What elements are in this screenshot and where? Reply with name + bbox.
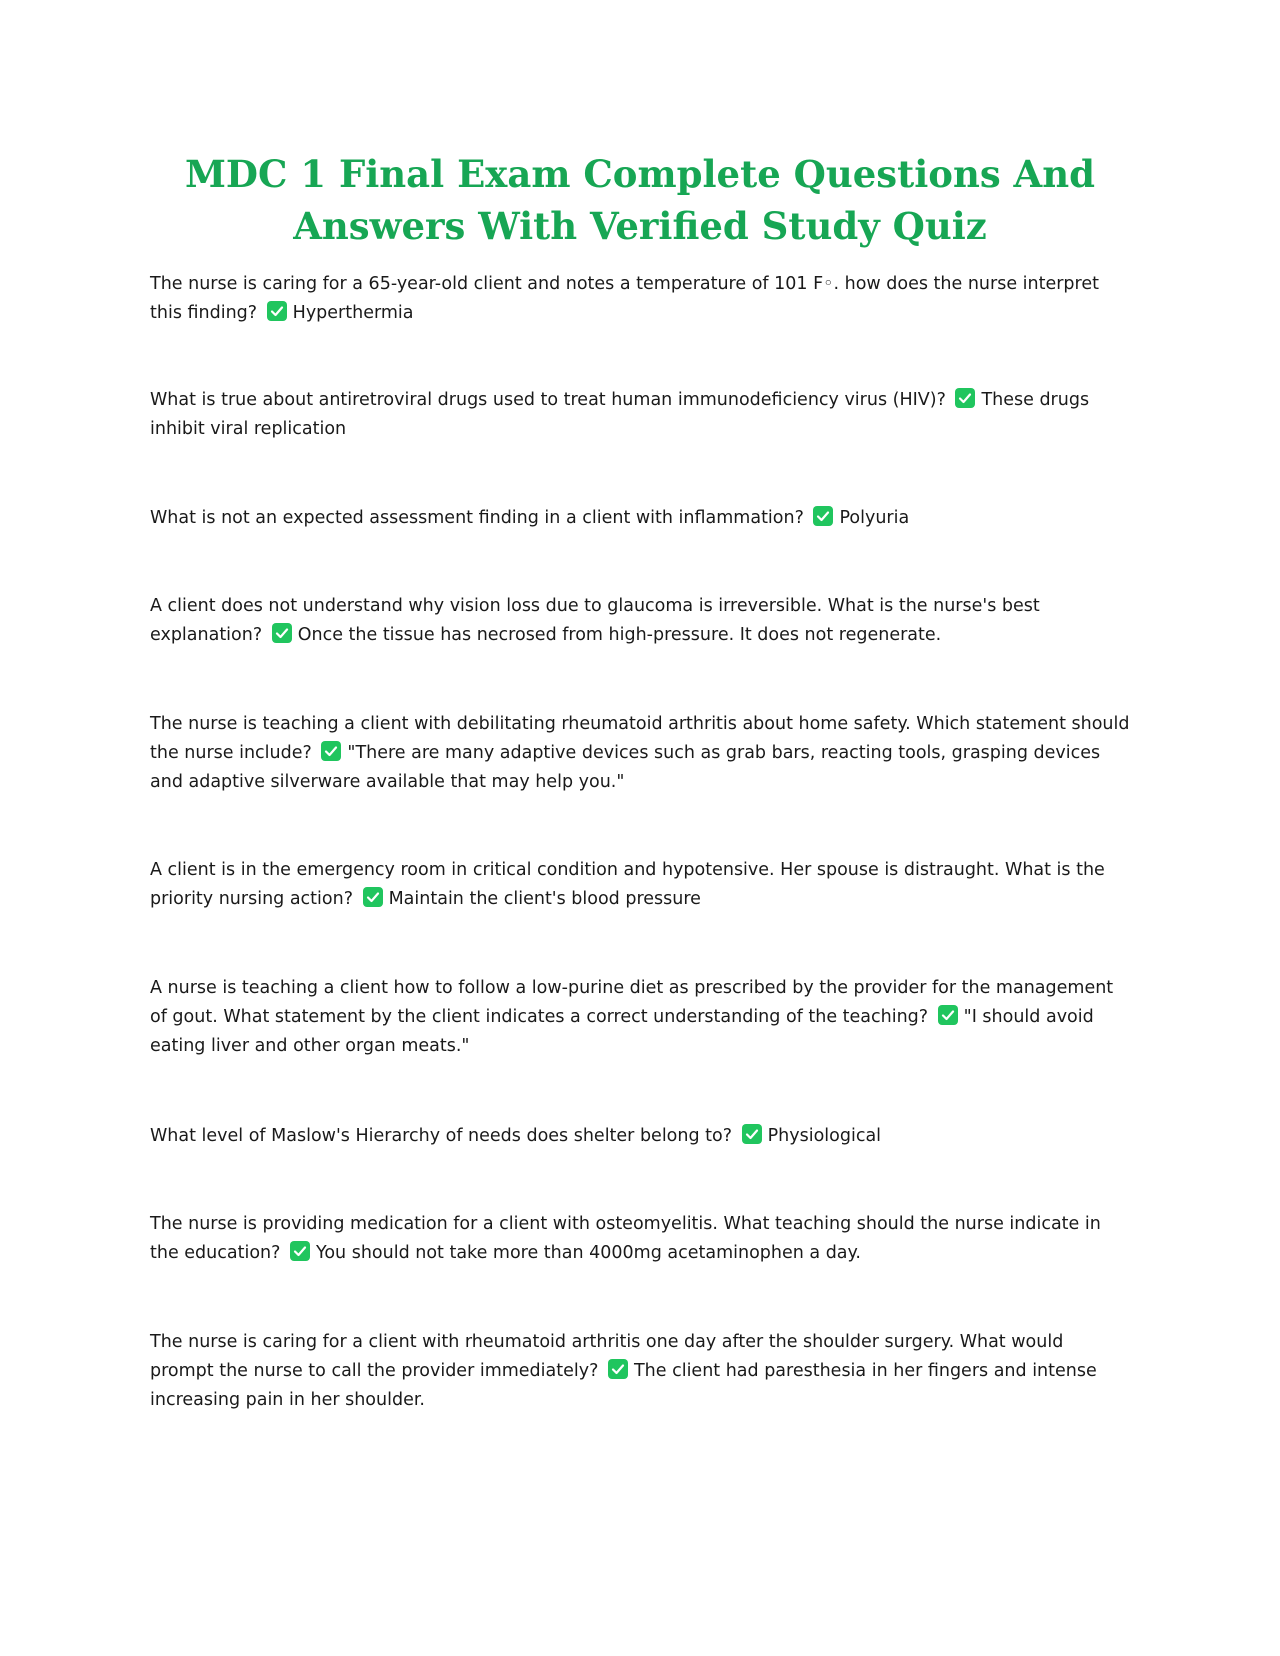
check-mark-icon [742, 1124, 762, 1144]
answer-text: These drugs inhibit viral replication [150, 390, 1090, 439]
qa-item-4 [150, 592, 1130, 650]
answer-text: The client had paresthesia in her fingers and intense increasing pain in her shoulder. [150, 1361, 1097, 1410]
qa-item-3 [150, 504, 1130, 533]
answer-text: Maintain the client's blood pressure [388, 889, 701, 909]
qa-item-8 [150, 1122, 1130, 1151]
question-text: The nurse is providing medication for a client with osteomyelitis. What teaching should the nurse indicate in the education? [150, 1214, 1101, 1263]
question-text: A client does not understand why vision loss due to glaucoma is irreversible. What is the nurse's best explanation? [150, 596, 1040, 645]
qa-item-10 [150, 1328, 1130, 1415]
answer-text: You should not take more than 4000mg acetaminophen a day. [315, 1243, 861, 1263]
answer-text: "I should avoid eating liver and other organ meats." [150, 1007, 1094, 1056]
answer-text: Physiological [767, 1126, 882, 1146]
qa-item-6 [150, 856, 1130, 914]
check-mark-icon [938, 1005, 958, 1025]
qa-item-5 [150, 710, 1130, 797]
question-text: The nurse is caring for a client with rheumatoid arthritis one day after the shoulder surgery. What would prompt the nurse to call the provider immediately? [150, 1332, 1064, 1381]
question-text: What is not an expected assessment finding in a client with inflammation? [150, 508, 804, 528]
answer-text: Polyuria [839, 508, 910, 528]
qa-item-9 [150, 1210, 1130, 1268]
check-mark-icon [955, 388, 975, 408]
qa-item-2 [150, 386, 1130, 444]
qa-item-7 [150, 974, 1130, 1061]
document-title: MDC 1 Final Exam Complete Questions And Answers With Verified Study Quiz [184, 152, 1096, 248]
answer-text: Once the tissue has necrosed from high-pressure. It does not regenerate. [297, 625, 942, 645]
question-text: The nurse is teaching a client with debilitating rheumatoid arthritis about home safety. Which statement should the nurse include? [150, 714, 1130, 763]
check-mark-icon [813, 506, 833, 526]
question-text: The nurse is caring for a 65-year-old client and notes a temperature of 101 F◦. how does the nurse interpret this finding? [150, 274, 1099, 323]
check-mark-icon [363, 887, 383, 907]
check-mark-icon [267, 301, 287, 321]
check-mark-icon [290, 1241, 310, 1261]
question-text: What is true about antiretroviral drugs used to treat human immunodeficiency virus (HIV)? [150, 390, 946, 410]
answer-text: "There are many adaptive devices such as grab bars, reacting tools, grasping devices and adaptive silverware available that may help you." [150, 743, 1101, 792]
check-mark-icon [272, 623, 292, 643]
check-mark-icon [608, 1359, 628, 1379]
question-text: What level of Maslow's Hierarchy of needs does shelter belong to? [150, 1126, 733, 1146]
check-mark-icon [321, 741, 341, 761]
answer-text: Hyperthermia [292, 303, 414, 323]
question-text: A nurse is teaching a client how to follow a low-purine diet as prescribed by the provider for the management of gout. What statement by the client indicates a correct understanding of the teaching? [150, 978, 1114, 1027]
question-text: A client is in the emergency room in critical condition and hypotensive. Her spouse is distraught. What is the priority nursing action? [150, 860, 1105, 909]
qa-item-1 [150, 270, 1130, 328]
